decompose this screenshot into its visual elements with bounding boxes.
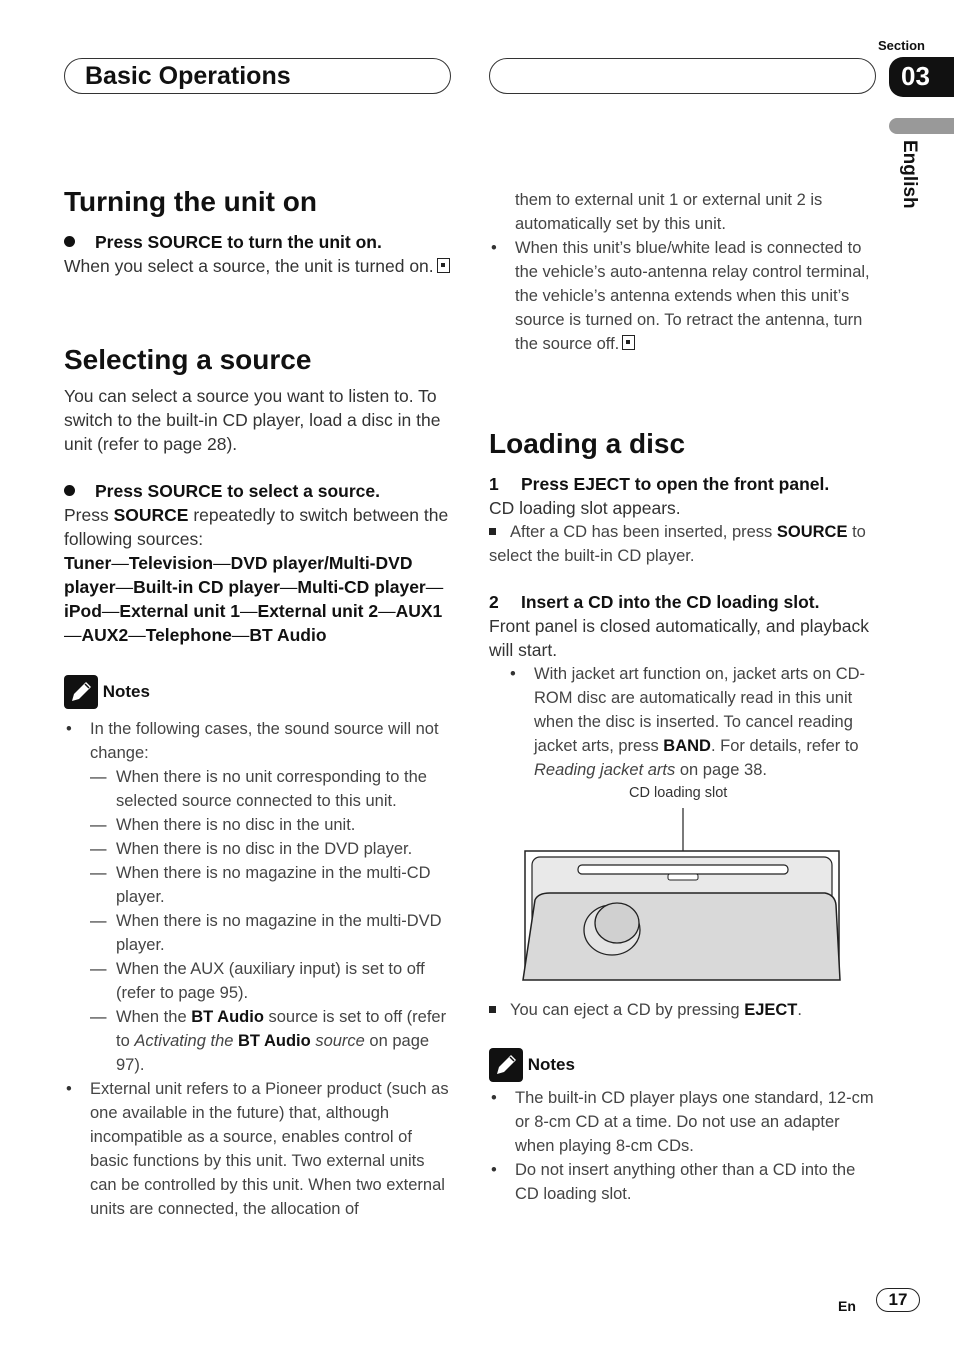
selecting-notes-list-cont bbox=[489, 236, 874, 356]
turning-on-heading: Turning the unit on bbox=[64, 186, 317, 217]
note-item: • External unit refers to a Pioneer product (such as one available in the future) that, although incompatible as a source, enables control of basic functions by this unit. Two external units can be controlled by this unit. When two external units are connected, the allocation of bbox=[64, 1077, 454, 1221]
language-label: English bbox=[899, 140, 920, 209]
loading-step-1: 1 Press EJECT to open the front panel. bbox=[489, 474, 830, 494]
note-continuation: them to external unit 1 or external unit 2 is automatically set by this unit. bbox=[515, 191, 823, 233]
pencil-note-icon bbox=[64, 675, 98, 709]
loading-heading: Loading a disc bbox=[489, 428, 686, 459]
selecting-heading: Selecting a source bbox=[64, 344, 312, 375]
eject-note: You can eject a CD by pressing EJECT. bbox=[489, 998, 874, 1022]
section-label: Section bbox=[878, 38, 925, 53]
note-item: • Do not insert anything other than a CD into the CD loading slot. bbox=[489, 1158, 874, 1206]
loading-step-2-desc: Front panel is closed automatically, and playback will start. bbox=[489, 616, 870, 660]
language-tab bbox=[889, 118, 954, 134]
bullet-dot-icon bbox=[64, 236, 75, 247]
front-panel bbox=[523, 893, 840, 980]
note-case: — When there is no disc in the DVD player. bbox=[90, 837, 454, 861]
loading-step-1-desc: CD loading slot appears. bbox=[489, 498, 681, 518]
note-item: • The built-in CD player plays one standard, 12-cm or 8-cm CD at a time. Do not use an adapter when playing 8-cm CDs. bbox=[489, 1086, 874, 1158]
loading-notes-list bbox=[489, 1086, 874, 1206]
note-item: • When this unit’s blue/white lead is connected to the vehicle’s auto-antenna relay control terminal, the vehicle’s antenna extends when this unit’s source is turned on. To retract the antenna, turn the source off. bbox=[489, 236, 874, 356]
cd-slot bbox=[578, 865, 788, 874]
turning-on-step: Press SOURCE to turn the unit on. bbox=[64, 230, 454, 254]
selecting-intro: You can select a source you want to listen to. To switch to the built-in CD player, load a disc in the unit (refer to page 28). bbox=[64, 386, 441, 454]
bullet-dot-icon bbox=[64, 485, 75, 496]
section-number: 03 bbox=[901, 61, 930, 91]
end-mark-icon bbox=[437, 258, 450, 273]
loading-notes bbox=[489, 1048, 874, 1206]
selecting-notes-list bbox=[64, 717, 454, 1221]
section-number-badge bbox=[889, 57, 954, 97]
chapter-title-bar bbox=[64, 58, 451, 94]
note-item: • In the following cases, the sound source will not change: — When there is no unit corresponding to the selected source connected to this unit. — When there is no disc in the unit. — When there is no disc in the DVD player. — When there is no magazine in the multi-CD player. — When there is no magazine in the multi-DVD player. — When the AUX (auxiliary input) is set to off (refer to page 95). — When the BT Audio source is set to off (refer to Activating the BT Audio source on page 97). bbox=[64, 717, 454, 1077]
loading-step-2-bullets bbox=[489, 662, 874, 782]
square-bullet-icon bbox=[489, 1006, 496, 1013]
selecting-step: Press SOURCE to select a source. bbox=[64, 479, 454, 503]
knob-inner bbox=[595, 903, 639, 943]
left-column bbox=[64, 186, 454, 1221]
note-case: — When there is no magazine in the multi-CD player. bbox=[90, 861, 454, 909]
loading-step-2: 2 Insert a CD into the CD loading slot. bbox=[489, 592, 820, 612]
page-number: 17 bbox=[888, 1290, 908, 1309]
right-column bbox=[489, 188, 874, 782]
turning-on-desc: When you select a source, the unit is turned on. bbox=[64, 254, 454, 278]
pencil-note-icon bbox=[489, 1048, 523, 1082]
slot-tab bbox=[668, 874, 698, 880]
bullet-item: • With jacket art function on, jacket arts on CD-ROM disc are automatically read in this unit when the disc is inserted. To cancel reading jacket arts, press BAND. For details, refer to Reading jacket arts on page 38. bbox=[508, 662, 874, 782]
square-bullet-icon bbox=[489, 528, 496, 535]
note-case: — When there is no disc in the unit. bbox=[90, 813, 454, 837]
cd-slot-figure-label: CD loading slot bbox=[629, 785, 728, 801]
loading-step-1-sub: After a CD has been inserted, press SOURCE to select the built-in CD player. bbox=[489, 523, 866, 565]
header-blank-bar bbox=[489, 58, 876, 94]
page-number-badge bbox=[876, 1288, 920, 1312]
cd-slot-illustration bbox=[520, 805, 845, 985]
note-case: — When the BT Audio source is set to off (refer to Activating the BT Audio source on page 97). bbox=[90, 1005, 454, 1077]
notes-header: Notes bbox=[64, 675, 454, 709]
source-sequence: Tuner—Television—DVD player/Multi-DVD player—Built-in CD player—Multi-CD player—iPod—External unit 1—External unit 2—AUX1—AUX2—Telephone—BT Audio bbox=[64, 553, 444, 645]
end-mark-icon bbox=[622, 335, 635, 350]
note-cases-list bbox=[90, 765, 454, 1077]
selecting-desc: Press SOURCE repeatedly to switch between the following sources: bbox=[64, 505, 449, 549]
note-case: — When there is no magazine in the multi-DVD player. bbox=[90, 909, 454, 957]
chapter-title: Basic Operations bbox=[85, 62, 291, 90]
note-case: — When the AUX (auxiliary input) is set to off (refer to page 95). bbox=[90, 957, 454, 1005]
footer-lang: En bbox=[838, 1298, 856, 1314]
note-case: — When there is no unit corresponding to the selected source connected to this unit. bbox=[90, 765, 454, 813]
notes-header: Notes bbox=[489, 1048, 874, 1082]
